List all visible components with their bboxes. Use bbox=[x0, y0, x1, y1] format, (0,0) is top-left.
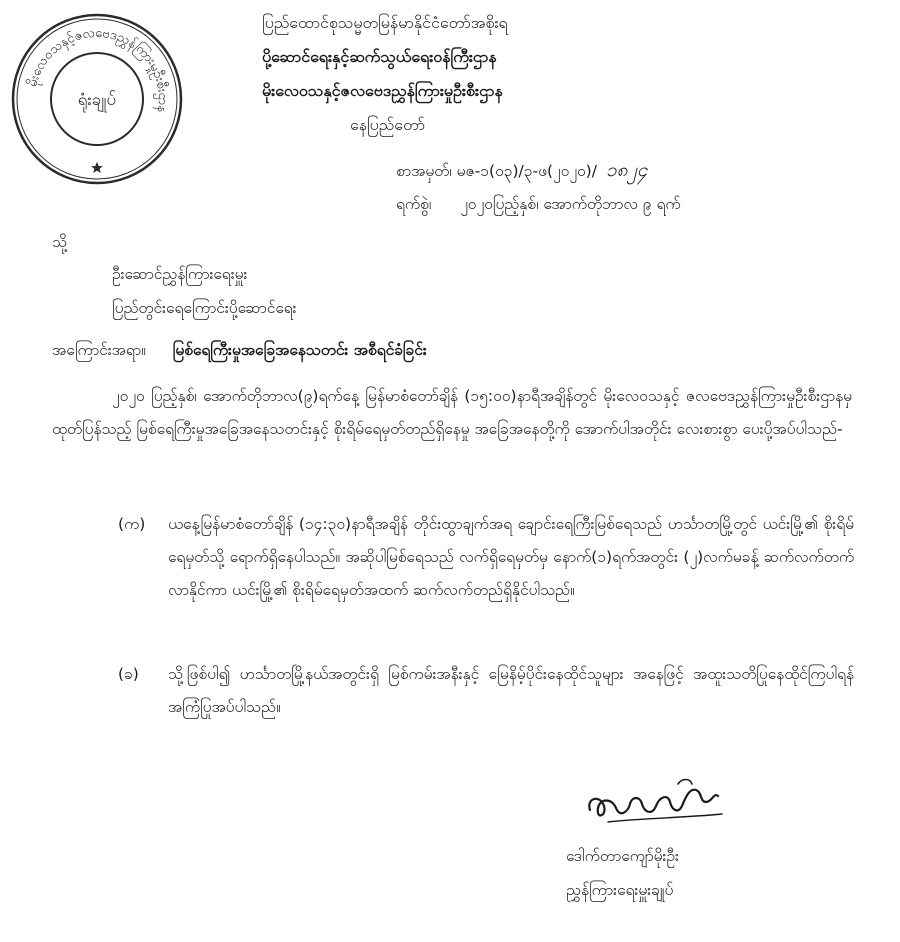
reference-number bbox=[396, 158, 647, 186]
signatory-title: ညွှန်ကြားရေးမှူးချုပ် bbox=[566, 881, 674, 899]
body-intro-paragraph: ၂၀၂၀ ပြည့်နှစ်၊ အောက်တိုဘာလ(၉)ရက်နေ့ မြန်မာစံတော်ချိန် (၁၅:၀၀)နာရီအချိန်တွင် မိုးလေဝသနှင့် ဇလဗေဒညွှန်ကြားမှုဦးစီးဌာနမှ ထုတ်ပြန်သည့် မြစ်ရေကြီးမှုအခြေအနေသတင်းနှင့် စိုးရိမ်ရေမှတ်တည်ရှိနေမှု အခြေအနေတို့ကို အောက်ပါအတိုင်း လေးစားစွာ ပေးပို့အပ်ပါသည်- bbox=[52, 387, 852, 438]
header-department: မိုးလေဝသနှင့်ဇလဗေဒညွှန်ကြားမှုဦးစီးဌာန bbox=[262, 81, 503, 100]
reference-number-handwritten: ၁၈၂၄ bbox=[605, 159, 648, 181]
reference-number-label: စာအမှတ်၊ မဇ-၁(၀၃)/၃-ဖ(၂၀၂၀)/ bbox=[396, 162, 597, 180]
subject-line bbox=[52, 340, 427, 363]
star-icon bbox=[91, 162, 103, 173]
date-value: ၂၀၂၀ပြည့်နှစ်၊ အောက်တိုဘာလ ၉ ရက် bbox=[460, 195, 681, 213]
signatory-name: ဒေါက်တာကျော်မိုးဦး bbox=[566, 847, 679, 865]
recipient-organization: ပြည်တွင်းရေကြောင်းပို့ဆောင်ရေး bbox=[112, 299, 297, 317]
item-paragraph-kha: သို့ဖြစ်ပါ၍ ဟင်္သာတမြို့နယ်အတွင်းရှိ မြစ်ကမ်းအနီးနှင့် မြေနိမ့်ပိုင်းနေထိုင်သူများ အနေဖြင့် အထူးသတိပြုနေထိုင်ကြပါရန် အကြံပြုအပ်ပါသည်။ bbox=[168, 665, 854, 716]
department-seal bbox=[6, 8, 188, 190]
seal-graphic bbox=[6, 8, 188, 190]
recipient-title: ဦးဆောင်ညွှန်ကြားရေးမှူး bbox=[112, 265, 248, 283]
seal-center-text: ရုံးချုပ် bbox=[77, 90, 117, 110]
letter-date bbox=[396, 194, 681, 217]
subject-text: မြစ်ရေကြီးမှုအခြေအနေသတင်း အစီရင်ခံခြင်း bbox=[172, 341, 427, 359]
signature-icon bbox=[582, 772, 732, 832]
to-label: သို့ bbox=[52, 233, 67, 251]
header-city: နေပြည်တော် bbox=[350, 115, 426, 134]
handwritten-signature bbox=[582, 772, 732, 832]
subject-label: အကြောင်းအရာ။ bbox=[52, 341, 146, 359]
header-ministry: ပို့ဆောင်ရေးနှင့်ဆက်သွယ်ရေးဝန်ကြီးဌာန bbox=[262, 47, 497, 66]
date-label: ရက်စွဲ၊ bbox=[396, 195, 432, 213]
header-government: ပြည်ထောင်စုသမ္မတမြန်မာနိုင်ငံတော်အစိုးရ bbox=[262, 13, 508, 32]
seal-ring-text: မိုးလေဝသနှင့်ဇလဗေဒညွှန်ကြားမှုဦးစီးဌာန bbox=[25, 25, 171, 114]
item-paragraph-ka: ယနေ့မြန်မာစံတော်ချိန် (၁၄:၃၀)နာရီအချိန် တိုင်းထွာချက်အရ ချောင်းရေကြီးမြစ်ရေသည် ဟင်္သာတမြို့တွင် ယင်းမြို့၏ စိုးရိမ်ရေမှတ်သို့ ရောက်ရှိနေပါသည်။ အဆိုပါမြစ်ရေသည် လက်ရှိရေမှတ်မှ နောက်(၁)ရက်အတွင်း (၂)လက်မခန့် ဆက်လက်တက်လာနိုင်ကာ ယင်းမြို့၏ စိုးရိမ်ရေမှတ်အထက် ဆက်လက်တည်ရှိနိုင်ပါသည်။ bbox=[168, 515, 854, 599]
item-marker-ka: (က) bbox=[118, 515, 146, 533]
item-marker-kha: (ခ) bbox=[118, 665, 139, 683]
